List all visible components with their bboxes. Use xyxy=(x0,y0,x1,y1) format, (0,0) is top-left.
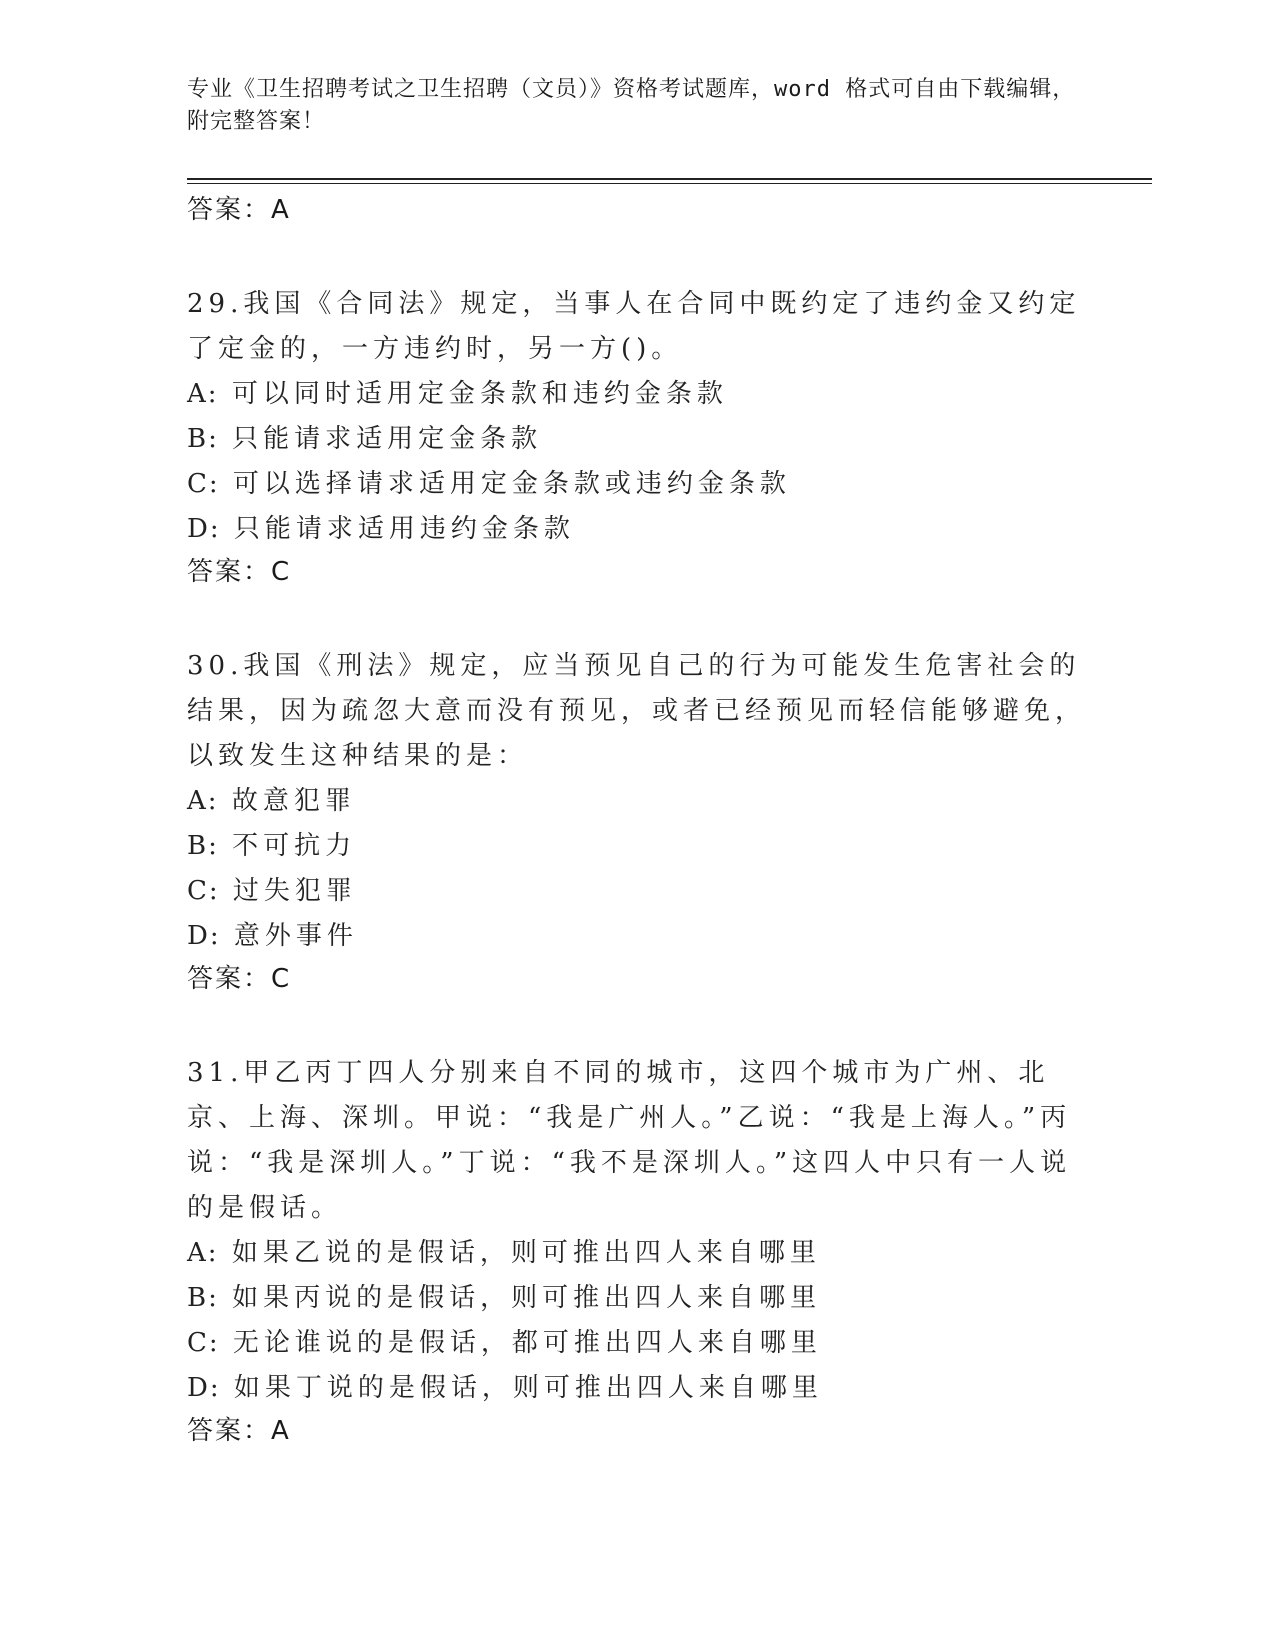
option-key: A: xyxy=(187,1238,219,1268)
option-a xyxy=(187,779,1087,824)
option-c xyxy=(187,1321,1087,1366)
option-text: 只能请求适用违约金条款 xyxy=(233,514,575,544)
question-answer xyxy=(187,1411,1087,1451)
answer-value: A xyxy=(271,195,291,225)
document-content xyxy=(187,190,1087,1451)
answer-value: C xyxy=(271,964,292,994)
option-a xyxy=(187,372,1087,417)
option-text: 可以同时适用定金条款和违约金条款 xyxy=(231,379,728,409)
option-key: C: xyxy=(187,469,220,499)
header-divider-thick xyxy=(187,178,1152,180)
question-block-30 xyxy=(187,644,1087,999)
answer-value: A xyxy=(271,1416,291,1446)
option-b xyxy=(187,1276,1087,1321)
option-a xyxy=(187,1231,1087,1276)
option-key: B: xyxy=(187,424,219,454)
option-b xyxy=(187,417,1087,462)
option-c xyxy=(187,462,1087,507)
option-d xyxy=(187,507,1087,552)
answer-value: C xyxy=(271,557,292,587)
option-text: 无论谁说的是假话，都可推出四人来自哪里 xyxy=(232,1328,822,1358)
option-key: A: xyxy=(187,786,219,816)
option-text: 不可抗力 xyxy=(232,831,357,861)
question-text: 29.我国《合同法》规定，当事人在合同中既约定了违约金又约定了定金的，一方违约时，另一方()。 xyxy=(187,289,1081,364)
option-text: 过失犯罪 xyxy=(232,876,357,906)
option-key: C: xyxy=(187,876,220,906)
question-answer xyxy=(187,552,1087,592)
document-header: 专业《卫生招聘考试之卫生招聘（文员）》资格考试题库，word 格式可自由下载编辑，附完整答案！ xyxy=(187,77,1076,134)
option-text: 意外事件 xyxy=(233,921,358,951)
answer-label: 答案： xyxy=(187,557,272,587)
option-text: 如果丙说的是假话，则可推出四人来自哪里 xyxy=(232,1283,822,1313)
option-text: 故意犯罪 xyxy=(231,786,356,816)
option-text: 只能请求适用定金条款 xyxy=(232,424,543,454)
answer-label: 答案： xyxy=(187,964,272,994)
option-key: C: xyxy=(187,1328,220,1358)
question-block-29 xyxy=(187,282,1087,592)
option-key: A: xyxy=(187,379,219,409)
answer-label: 答案： xyxy=(187,1416,272,1446)
previous-answer xyxy=(187,190,1087,230)
option-d xyxy=(187,914,1087,959)
option-d xyxy=(187,1366,1087,1411)
question-text: 30.我国《刑法》规定，应当预见自己的行为可能发生危害社会的结果，因为疏忽大意而没有预见，或者已经预见而轻信能够避免，以致发生这种结果的是： xyxy=(187,651,1087,771)
option-b xyxy=(187,824,1087,869)
option-text: 如果乙说的是假话，则可推出四人来自哪里 xyxy=(231,1238,821,1268)
question-block-31 xyxy=(187,1051,1087,1451)
option-key: B: xyxy=(187,1283,219,1313)
option-text: 可以选择请求适用定金条款或违约金条款 xyxy=(232,469,791,499)
option-key: D: xyxy=(187,514,221,544)
option-text: 如果丁说的是假话，则可推出四人来自哪里 xyxy=(233,1373,823,1403)
option-key: D: xyxy=(187,921,221,951)
answer-label: 答案： xyxy=(187,195,272,225)
question-answer xyxy=(187,959,1087,999)
option-c xyxy=(187,869,1087,914)
question-text: 31.甲乙丙丁四人分别来自不同的城市，这四个城市为广州、北京、上海、深圳。甲说：“我是广州人。”乙说：“我是上海人。”丙说：“我是深圳人。”丁说：“我不是深圳人。”这四人中只有一人说的是假话。 xyxy=(187,1058,1072,1223)
option-key: B: xyxy=(187,831,219,861)
option-key: D: xyxy=(187,1373,221,1403)
header-divider-thin xyxy=(187,183,1152,184)
